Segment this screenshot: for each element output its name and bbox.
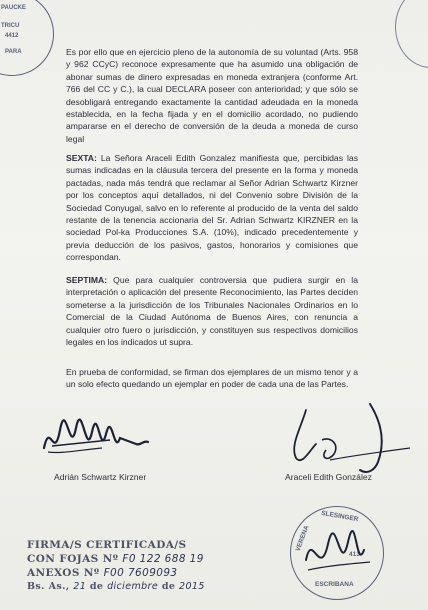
clause-septima-text: Que para cualquier controversia que pudiera surgir en la interpretación o aplicación del presente Reconocimiento, las Partes deciden someterse a la jurisdicción de los Tribunales Nacionales Ordinarios en lo Comercial de la Ciudad Autónoma de Buenos Aires, con renuncia a cualquier otro fuero o jurisdicción, y constituyen sus respectivos domicilios legales en los indicados ut supra. xyxy=(66,275,358,348)
certification-block xyxy=(27,538,217,594)
right-signer-name: Araceli Edith González xyxy=(285,472,372,482)
certification-fojas xyxy=(27,552,217,566)
stamp-text-top: PAUCKE xyxy=(1,5,26,11)
clause-septima-heading: SEPTIMA: xyxy=(66,275,108,285)
certification-anexos xyxy=(27,566,217,580)
paragraph-obligation: Es por ello que en ejercicio pleno de la autonomía de su voluntad (Arts. 958 y 962 CCyC) reconoce expresamente que ha asumido una obligación de abonar sumas de dinero expresadas en moneda extranjera (conforme Art. 766 del CC y C.), la cual DECLARA poseer con anterioridad; y que sólo se desobligará entregando exactamente la cantidad adeudada en la moneda establecida, en la fecha fijada y en el domicilio acordado, no pudiendo ampararse en el derecho de conversión de la deuda a moneda de curso legal xyxy=(66,47,358,144)
anexos-number: F00 7609093 xyxy=(103,567,178,579)
date-de-1: de xyxy=(89,581,104,592)
clause-sexta-heading: SEXTA: xyxy=(66,153,97,163)
anexos-label: ANEXOS Nº xyxy=(27,567,100,579)
stamp-text-3: 4412 xyxy=(5,33,19,39)
fojas-number: F0 122 688 19 xyxy=(122,553,204,565)
left-signer-name: Adrián Schwartz Kirzner xyxy=(54,472,147,482)
certification-title: FIRMA/S CERTIFICADA/S xyxy=(27,539,187,551)
certification-date xyxy=(27,580,217,594)
notary-stamp-text-4: 413 xyxy=(349,551,360,558)
notary-stamp-text-3: ESCRIBANA xyxy=(315,581,354,588)
stamp-text-2: TRICU xyxy=(1,23,20,29)
date-label: Bs. As., xyxy=(27,581,70,592)
notary-signature xyxy=(298,520,378,590)
closing-paragraph: En prueba de conformidad, se firman dos ejemplares de un mismo tenor y a un solo efecto quedando un ejemplar en poder de cada una de las Partes. xyxy=(66,367,358,390)
right-signature xyxy=(270,400,420,480)
notary-stamp-text-1: VERENA xyxy=(294,524,311,553)
left-signature xyxy=(40,400,160,470)
date-day: 21 xyxy=(73,581,87,592)
date-month: diciembre xyxy=(107,581,159,592)
notary-stamp-text-2: SLESINGER xyxy=(320,509,359,524)
date-year: 2015 xyxy=(179,581,205,592)
clause-sexta-text: La Señora Araceli Edith Gonzalez manifiesta que, percibidas las sumas indicadas en la cláusula tercera del presente en la forma y moneda pactadas, nada más tendrá que reclamar al Señor Adrian Schwartz Kirzner por los conceptos aquí detallados, ni del Convenio sobre División de la Sociedad Conyugal, salvo en lo referente al producido de la venta del saldo restante de la tenencia accionaria del Sr. Adrian Schwartz KIRZNER en la sociedad Pol-ka Producciones S.A. (10%), indicado precedentemente y previa deducción de los pasivos, gastos, honorarios y comisiones que correspondan. xyxy=(66,153,358,263)
stamp-text-4: PARA xyxy=(5,49,22,55)
date-de-2: de xyxy=(161,581,176,592)
clause-sexta xyxy=(66,152,358,264)
clause-septima xyxy=(66,274,358,348)
fojas-label: CON FOJAS Nº xyxy=(27,553,119,565)
